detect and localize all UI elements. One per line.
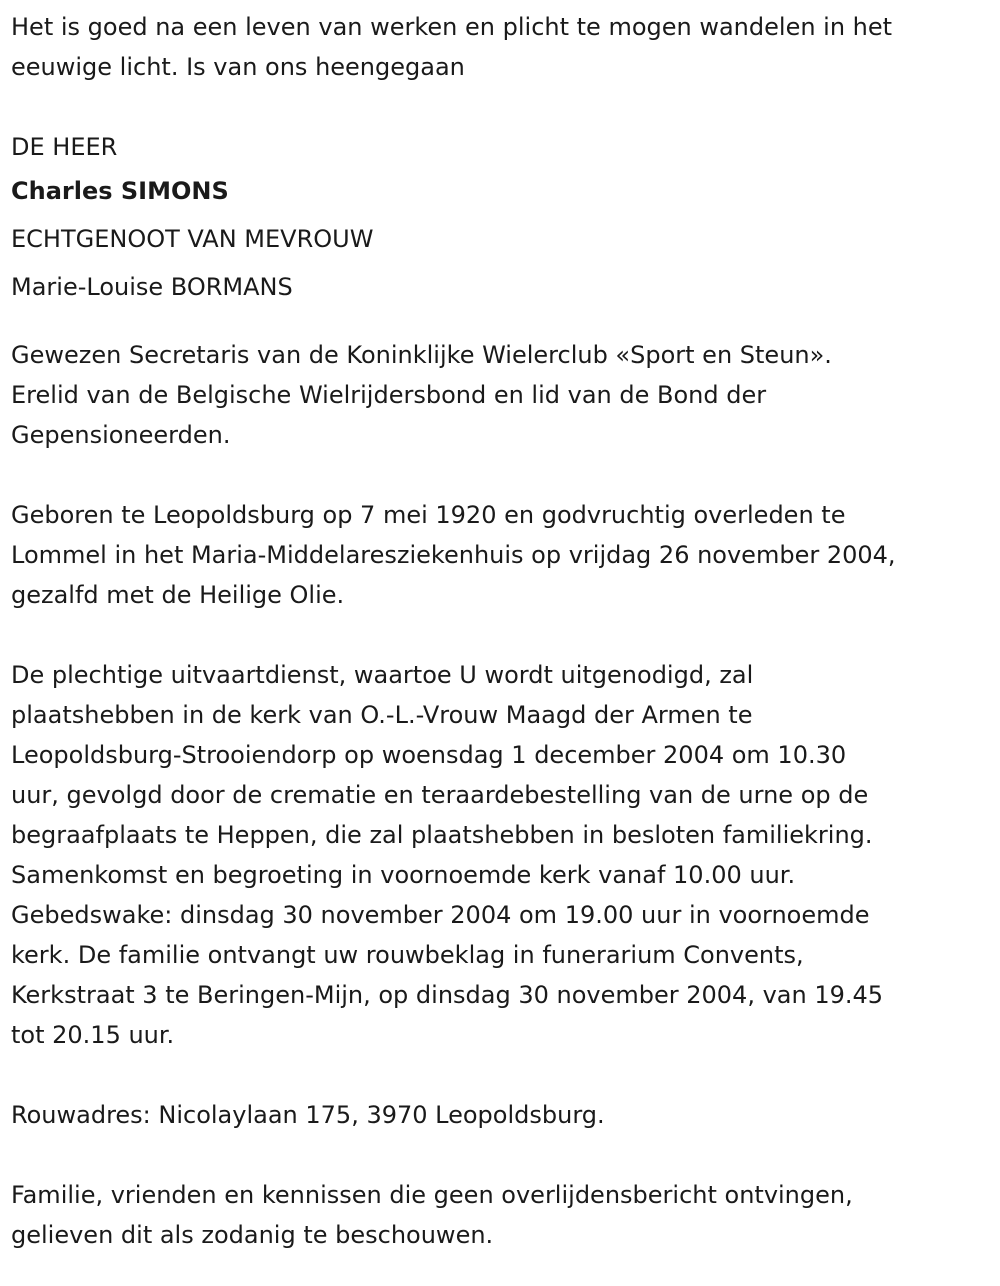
text-line: plaatshebben in de kerk van O.-L.-Vrouw Maagd der Armen te xyxy=(11,701,753,729)
deceased-name: Charles SIMONS xyxy=(11,177,229,205)
paragraph xyxy=(11,335,896,455)
text-line: Samenkomst en begroeting in voornoemde kerk vanaf 10.00 uur. xyxy=(11,861,796,889)
text-line: De plechtige uitvaartdienst, waartoe U wordt uitgenodigd, zal xyxy=(11,661,754,689)
text-line: kerk. De familie ontvangt uw rouwbeklag in funerarium Convents, xyxy=(11,941,804,969)
text-line: Geboren te Leopoldsburg op 7 mei 1920 en godvruchtig overleden te xyxy=(11,501,846,529)
paragraph xyxy=(11,495,896,615)
text-line: Lommel in het Maria-Middelaresziekenhuis op vrijdag 26 november 2004, xyxy=(11,541,896,569)
text-line: Gewezen Secretaris van de Koninklijke Wielerclub «Sport en Steun». xyxy=(11,341,832,369)
text-line: Familie, vrienden en kennissen die geen overlijdensbericht ontvingen, xyxy=(11,1181,853,1209)
text-line: Leopoldsburg-Strooiendorp op woensdag 1 december 2004 om 10.30 xyxy=(11,741,847,769)
text-line: eeuwige licht. Is van ons heengegaan xyxy=(11,53,465,81)
intro-paragraph xyxy=(11,7,896,87)
text-line: gezalfd met de Heilige Olie. xyxy=(11,581,345,609)
text-line: Rouwadres: Nicolaylaan 175, 3970 Leopoldsburg. xyxy=(11,1101,605,1129)
title-prefix: DE HEER xyxy=(11,133,118,161)
text-line: Gepensioneerden. xyxy=(11,421,231,449)
paragraph xyxy=(11,1175,896,1255)
text-line: tot 20.15 uur. xyxy=(11,1021,175,1049)
text-line: gelieven dit als zodanig te beschouwen. xyxy=(11,1221,494,1249)
deceased-block xyxy=(11,127,896,311)
text-line: Kerkstraat 3 te Beringen-Mijn, op dinsdag 30 november 2004, van 19.45 xyxy=(11,981,884,1009)
text-line: uur, gevolgd door de crematie en teraardebestelling van de urne op de xyxy=(11,781,869,809)
spouse-name: Marie-Louise BORMANS xyxy=(11,273,293,301)
obituary-document xyxy=(11,7,896,1255)
text-line: Erelid van de Belgische Wielrijdersbond en lid van de Bond der xyxy=(11,381,767,409)
body-paragraphs xyxy=(11,335,896,1255)
text-line: begraafplaats te Heppen, die zal plaatshebben in besloten familiekring. xyxy=(11,821,873,849)
text-line: Gebedswake: dinsdag 30 november 2004 om 19.00 uur in voornoemde xyxy=(11,901,870,929)
text-line: Het is goed na een leven van werken en plicht te mogen wandelen in het xyxy=(11,13,893,41)
paragraph xyxy=(11,655,896,1055)
spouse-label: ECHTGENOOT VAN MEVROUW xyxy=(11,225,374,253)
paragraph xyxy=(11,1095,896,1135)
